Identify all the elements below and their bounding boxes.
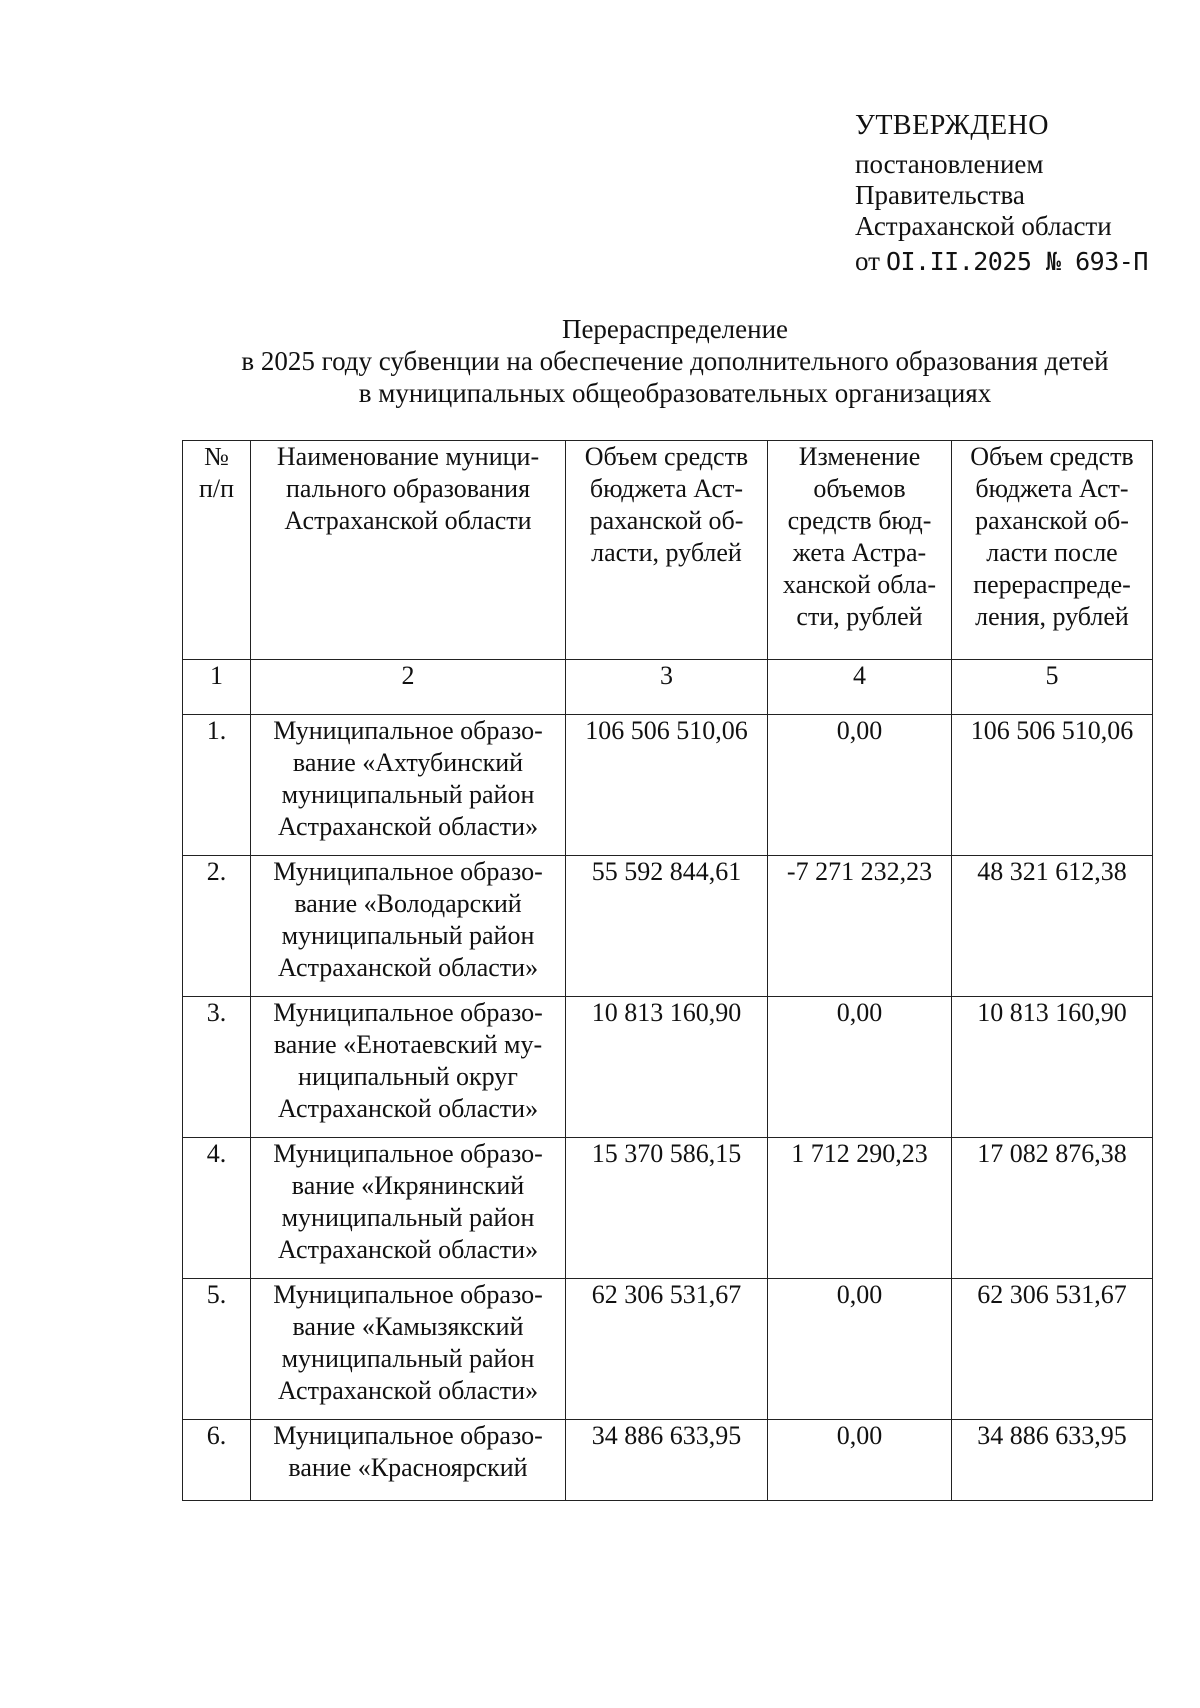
approval-line-2: Правительства <box>855 180 1025 210</box>
budget-after-value: 48 321 612,38 <box>952 856 1153 997</box>
municipality-name-line: Муниципальное образо- <box>273 1139 543 1168</box>
budget-after-value: 17 082 876,38 <box>952 1138 1153 1279</box>
budget-change-value: 0,00 <box>768 1420 952 1501</box>
title-line-1: Перераспределение <box>561 314 789 344</box>
row-number: 2. <box>183 856 251 997</box>
municipality-name-line: Астраханской области» <box>277 1376 539 1405</box>
budget-after-value: 62 306 531,67 <box>952 1279 1153 1420</box>
column-number: 2 <box>251 660 566 715</box>
column-number: 5 <box>952 660 1153 715</box>
header-cell-change <box>768 441 952 660</box>
approval-date-number: OI.II.2025 № 693-П <box>885 247 1148 276</box>
header-text: перераспреде- <box>973 570 1131 599</box>
redistribution-table <box>182 440 1153 1501</box>
approval-heading: УТВЕРЖДЕНО <box>855 110 1050 141</box>
header-text: ления, рублей <box>975 602 1129 631</box>
header-text: Изменение <box>798 442 921 471</box>
budget-amount-value: 62 306 531,67 <box>566 1279 768 1420</box>
column-number: 1 <box>183 660 251 715</box>
municipality-name-line: муниципальный район <box>281 780 535 809</box>
budget-amount-value: 34 886 633,95 <box>566 1420 768 1501</box>
header-text: жета Астра- <box>792 538 927 567</box>
document-title <box>150 313 1200 409</box>
municipality-name <box>251 997 566 1138</box>
municipality-name-line: Муниципальное образо- <box>273 998 543 1027</box>
header-cell-num <box>183 441 251 660</box>
budget-change-value: 0,00 <box>768 1279 952 1420</box>
table-row <box>183 1420 1153 1501</box>
municipality-name-line: Муниципальное образо- <box>273 857 543 886</box>
municipality-name-line: муниципальный район <box>281 1344 535 1373</box>
budget-after-value: 10 813 160,90 <box>952 997 1153 1138</box>
municipality-name-line: вание «Икрянинский <box>291 1171 525 1200</box>
row-number: 6. <box>183 1420 251 1501</box>
approval-line-3: Астраханской области <box>855 211 1112 241</box>
header-text: пального образования <box>285 474 531 503</box>
municipality-name-line: Астраханской области» <box>277 812 539 841</box>
column-number: 4 <box>768 660 952 715</box>
header-text: средств бюд- <box>787 506 932 535</box>
budget-after-value: 34 886 633,95 <box>952 1420 1153 1501</box>
table-row <box>183 997 1153 1138</box>
municipality-name-line: вание «Красноярский <box>288 1453 528 1482</box>
budget-change-value: 1 712 290,23 <box>768 1138 952 1279</box>
table-body <box>183 715 1153 1501</box>
header-text: Объем средств <box>584 442 749 471</box>
municipality-name-line: муниципальный район <box>281 1203 535 1232</box>
municipality-name-line: Астраханской области» <box>277 1235 539 1264</box>
approval-block <box>855 110 1185 277</box>
header-text: сти, рублей <box>796 602 923 631</box>
table-row <box>183 715 1153 856</box>
title-line-2: в 2025 году субвенции на обеспечение дополнительного образования детей <box>241 346 1109 376</box>
budget-after-value: 106 506 510,06 <box>952 715 1153 856</box>
municipality-name-line: Муниципальное образо- <box>273 1280 543 1309</box>
approval-date-prefix: от <box>855 246 880 276</box>
header-text: ласти, рублей <box>591 538 742 567</box>
municipality-name-line: вание «Володарский <box>294 889 522 918</box>
budget-amount-value: 55 592 844,61 <box>566 856 768 997</box>
table-row <box>183 1138 1153 1279</box>
table-header-row <box>183 441 1153 660</box>
municipality-name <box>251 1420 566 1501</box>
budget-amount-value: 10 813 160,90 <box>566 997 768 1138</box>
header-text: ханской обла- <box>782 570 937 599</box>
budget-amount-value: 106 506 510,06 <box>566 715 768 856</box>
header-text: бюджета Аст- <box>975 474 1129 503</box>
table-row <box>183 856 1153 997</box>
budget-amount-value: 15 370 586,15 <box>566 1138 768 1279</box>
municipality-name-line: вание «Камызякский <box>292 1312 524 1341</box>
approval-line-1: постановлением <box>855 149 1044 179</box>
budget-change-value: -7 271 232,23 <box>768 856 952 997</box>
row-number: 3. <box>183 997 251 1138</box>
municipality-name-line: вание «Ахтубинский <box>292 748 524 777</box>
header-text: объемов <box>813 474 906 503</box>
header-cell-after <box>952 441 1153 660</box>
approval-date-line <box>855 246 1185 277</box>
header-text: раханской об- <box>975 506 1129 535</box>
header-text: п/п <box>198 474 235 503</box>
header-text: Астраханской области <box>284 506 532 535</box>
header-text: № <box>204 442 229 471</box>
header-text: бюджета Аст- <box>589 474 744 503</box>
header-text: раханской об- <box>589 506 744 535</box>
municipality-name-line: Астраханской области» <box>277 1094 539 1123</box>
table-row <box>183 1279 1153 1420</box>
budget-change-value: 0,00 <box>768 715 952 856</box>
municipality-name <box>251 1138 566 1279</box>
budget-change-value: 0,00 <box>768 997 952 1138</box>
row-number: 5. <box>183 1279 251 1420</box>
municipality-name-line: муниципальный район <box>281 921 535 950</box>
header-cell-name <box>251 441 566 660</box>
municipality-name-line: Муниципальное образо- <box>273 716 543 745</box>
municipality-name <box>251 715 566 856</box>
column-number: 3 <box>566 660 768 715</box>
municipality-name-line: ниципальный округ <box>298 1062 518 1091</box>
header-text: Наименование муници- <box>276 442 540 471</box>
header-text: Объем средств <box>970 442 1134 471</box>
municipality-name-line: Астраханской области» <box>277 953 539 982</box>
row-number: 4. <box>183 1138 251 1279</box>
row-number: 1. <box>183 715 251 856</box>
municipality-name-line: вание «Енотаевский му- <box>273 1030 543 1059</box>
title-line-3: в муниципальных общеобразовательных организациях <box>358 378 992 408</box>
header-cell-amount <box>566 441 768 660</box>
header-text: ласти после <box>986 538 1118 567</box>
municipality-name <box>251 856 566 997</box>
municipality-name-line: Муниципальное образо- <box>273 1421 543 1450</box>
municipality-name <box>251 1279 566 1420</box>
column-number-row <box>183 660 1153 715</box>
